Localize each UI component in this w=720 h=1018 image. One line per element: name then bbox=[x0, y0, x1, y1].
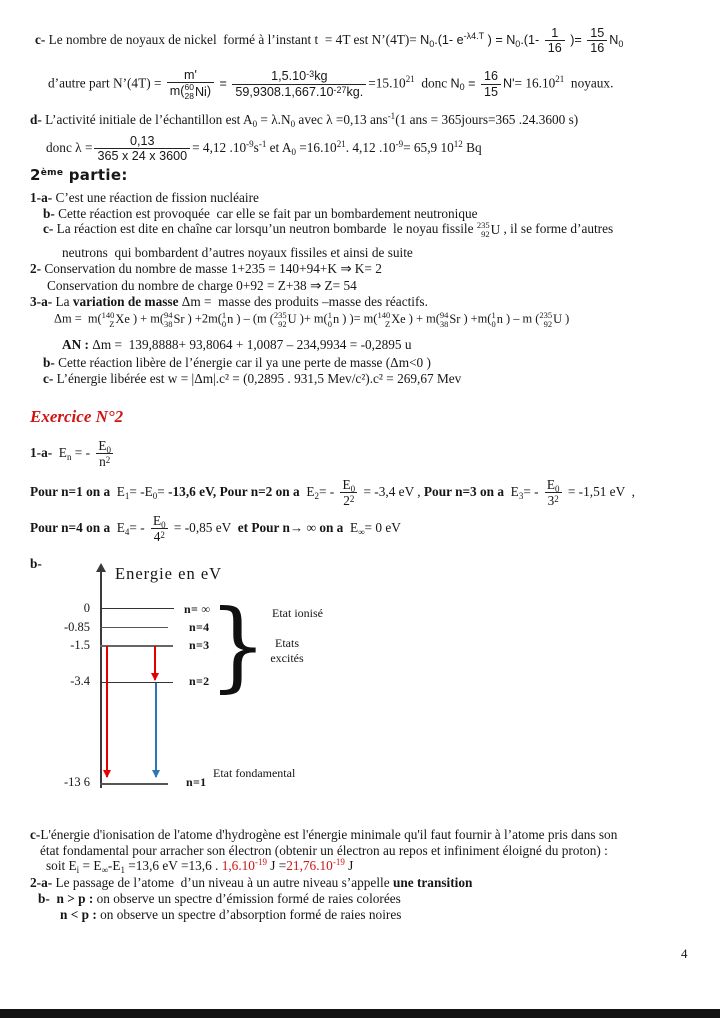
text-line-4: donc λ = $\frac{0,13}{365 x 24 x 3600}$ = 4,12 $.10^{-9}s^{-1}$ et $A_0 =16.10^{21}$. 4,12 $.10^{-9}= 65,9$ $10^{12}$ Bq bbox=[46, 134, 482, 164]
level-label-n4: n=4 bbox=[189, 620, 210, 634]
bottom-border-bar bbox=[0, 1009, 720, 1018]
text-line-15: b- Cette réaction libère de l’énergie car il ya une perte de masse (Δm<0 ) bbox=[43, 355, 431, 370]
text-line-2: d’autre part N’(4T) = m' m( 60 28 Ni ) = $\frac{1,5.10^{-3}kg}{59,9308.1,667.10^{-27}kg.}$ $=15.10^{21}$ donc $N_0$ = $\frac{16}{15}$ $N'= 16.10^{21}$ noyaux. bbox=[48, 68, 614, 101]
text-line-12: 3-a- La variation de masse Δm = masse des produits –masse des réactifs. bbox=[30, 294, 428, 309]
text-line-11: Conservation du nombre de charge 0+92 = Z+38 ⇒ Z= 54 bbox=[47, 278, 357, 293]
text-line-9: neutrons qui bombardent d’autres noyaux fissiles et ainsi de suite bbox=[62, 245, 413, 260]
state-ionized-label: Etat ionisé bbox=[272, 606, 323, 620]
level-label-ninf: n= ∞ bbox=[184, 602, 211, 616]
level-line-n4 bbox=[100, 627, 168, 628]
text-line-21: b- bbox=[30, 556, 42, 571]
states-excited-line2: excités bbox=[270, 651, 304, 665]
state-ground-label: Etat fondamental bbox=[213, 766, 296, 780]
axis-title: Energie en eV bbox=[115, 564, 223, 583]
tick-0: 0 bbox=[83, 601, 90, 615]
transition-arrow-n3-n1 bbox=[106, 646, 108, 777]
text-line-18: 1-a- $E_n$ = - $\frac{E_0}{n^2}$ bbox=[30, 438, 116, 470]
level-label-n3: n=3 bbox=[189, 638, 210, 652]
transition-arrow-n3-n2 bbox=[154, 646, 156, 680]
energy-level-diagram bbox=[0, 560, 720, 820]
text-line-7: b- Cette réaction est provoquée car elle se fait par un bombardement neutronique bbox=[43, 206, 478, 221]
level-label-n1: n=1 bbox=[186, 775, 207, 789]
text-line-25: 2-a- Le passage de l’atome d’un niveau à un autre niveau s’appelle une transition bbox=[30, 875, 473, 890]
text-line-17: Exercice N°2 bbox=[30, 407, 124, 426]
tick-085: -0.85 bbox=[63, 620, 90, 634]
page-number: 4 bbox=[681, 946, 688, 961]
tick-136: -13 6 bbox=[63, 775, 90, 789]
text-line-26: b- n > p : on observe un spectre d’émission formé de raies colorées bbox=[38, 891, 401, 906]
text-line-8: c- La réaction est dite en chaîne car lorsqu’un neutron bombarde le noyau fissile 235 92 U , il se forme d’autres bbox=[43, 220, 614, 239]
text-line-16: c- L’énergie libérée est w = |Δm|.c² = (0,2895 . 931,5 Mev/c²).c² = 269,67 Mev bbox=[43, 371, 462, 386]
text-line-14: AN : Δm = 139,8888+ 93,8064 + 1,0087 – 234,9934 = -0,2895 u bbox=[62, 337, 412, 352]
level-line-n3 bbox=[100, 645, 173, 647]
text-line-5: 2ème partie: bbox=[30, 166, 128, 184]
level-line-n2 bbox=[100, 682, 173, 683]
level-line-ninf bbox=[100, 608, 174, 609]
states-excited-line1: Etats bbox=[275, 636, 299, 650]
excited-states-brace: } bbox=[208, 589, 268, 702]
level-label-n2: n=2 bbox=[189, 674, 210, 688]
text-line-20: Pour n=4 on a $E_4=$ - $\frac{E_0}{4^2}$ = -0,85 eV et Pour n→ ∞ on a $E_\infty= 0$ eV bbox=[30, 513, 401, 545]
transition-arrow-n2-n1 bbox=[155, 683, 157, 777]
text-line-24: soit $E_i = E_\infty-E_1 =13,6$ eV =13,6 . $1,6.10^{-19}$ $J =21,76.10^{-19}$ J bbox=[46, 857, 354, 875]
level-line-n1 bbox=[100, 783, 168, 785]
text-line-3: d- L’activité initiale de l’échantillon est $A_0 = \lambda.N_0$ avec λ =0,13 ans$^{-1}$(1 ans = 365jours=365 .24.3600 s) bbox=[30, 111, 579, 129]
energy-axis-line bbox=[100, 571, 102, 788]
text-line-23: état fondamental pour arracher son électron (obtenir un électron au repos et infiniment éloigné du proton) : bbox=[40, 843, 608, 858]
text-line-19: Pour n=1 on a $E_1= -E_0= -13,6$ eV, Pour n=2 on a $E_2=$ - $\frac{E_0}{2^2}$ = -3,4 eV , Pour n=3 on a $E_3=$ - $\frac{E_0}{3^2}$ = -1,51 eV , bbox=[30, 477, 635, 509]
text-line-6: 1-a- C’est une réaction de fission nucléaire bbox=[30, 190, 259, 205]
text-line-22: c-L'énergie d'ionisation de l'atome d'hydrogène est l'énergie minimale qu'il faut fournir à l’atome pris dans son bbox=[30, 827, 618, 842]
text-line-1: c- Le nombre de noyaux de nickel formé à l’instant t = 4T est N’(4T)= $N_0.(1-$ $e^{-\lambda 4.T}$ ) = $N_0.(1-$ $\frac{1}{16}$ )= $\frac{15}{16}$ $N_0$ bbox=[35, 26, 624, 56]
text-line-13: Δm = m( 140 Z Xe ) + m( 94 38 Sr ) +2m( 1 0 n ) – (m ( 235 92 U )+ m( 1 0 n ) )= m( 140 Z Xe ) + m( 94 38 Sr ) +m( 1 0 n ) – m ( 235 92 U ) bbox=[54, 310, 570, 329]
tick-15: -1.5 bbox=[70, 638, 90, 652]
text-line-10: 2- Conservation du nombre de masse 1+235 = 140+94+K ⇒ K= 2 bbox=[30, 261, 382, 276]
states-excited-label bbox=[252, 636, 322, 666]
text-line-27: n < p : on observe un spectre d’absorption formé de raies noires bbox=[60, 907, 402, 922]
tick-34: -3.4 bbox=[70, 674, 90, 688]
